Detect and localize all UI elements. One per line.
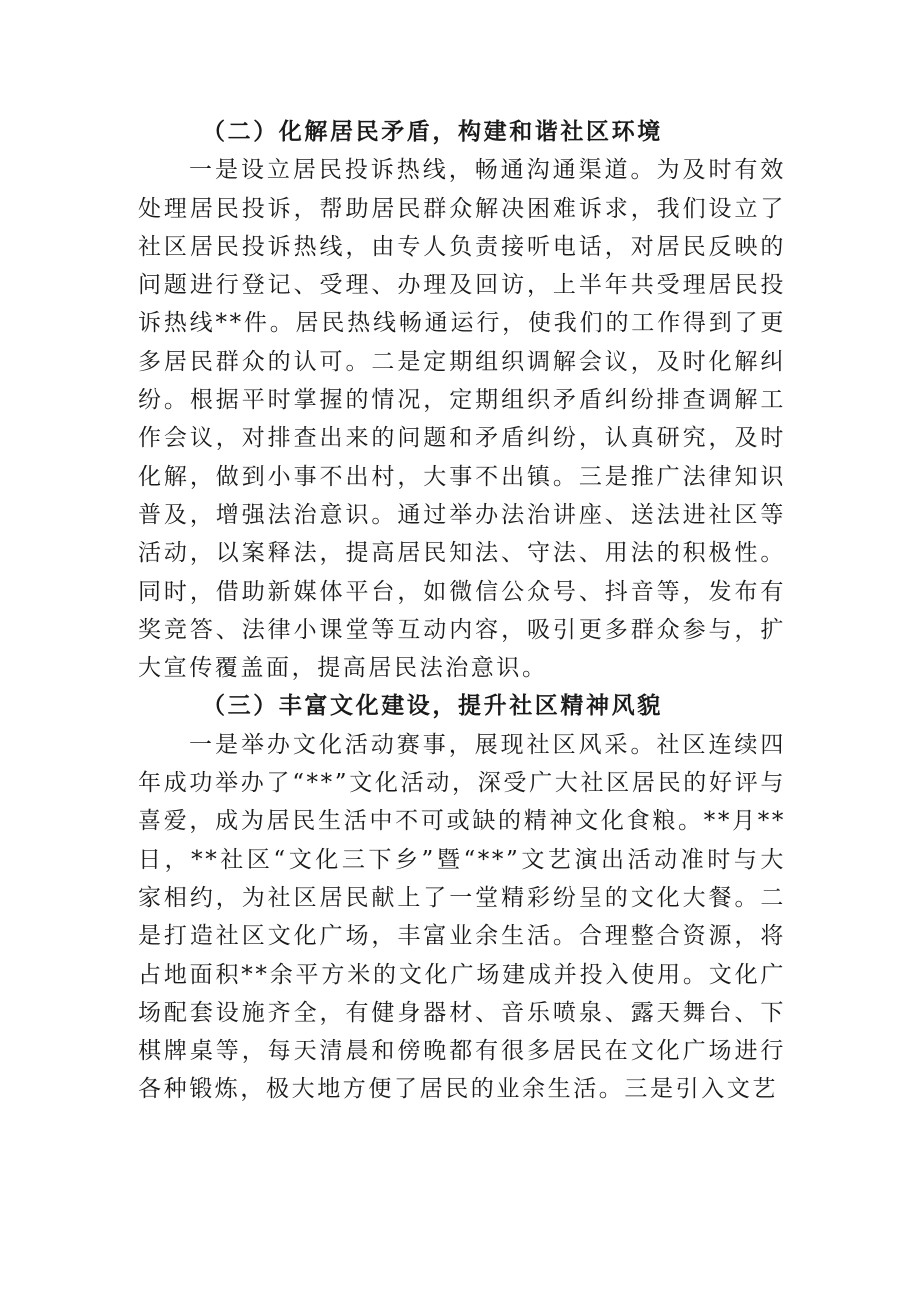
document-body [138,113,786,1109]
section-paragraph-3: 一是举办文化活动赛事，展现社区风采。社区连续四年成功举办了“**”文化活动，深受广大社区居民的好评与喜爱，成为居民生活中不可或缺的精神文化食粮。**月**日，**社区“文化三下乡”暨“**”文艺演出活动准时与大家相约，为社区居民献上了一堂精彩纷呈的文化大餐。二是打造社区文化广场，丰富业余生活。合理整合资源，将占地面积**余平方米的文化广场建成并投入使用。文化广场配套设施齐全，有健身器材、音乐喷泉、露天舞台、下棋牌桌等，每天清晨和傍晚都有很多居民在文化广场进行各种锻炼，极大地方便了居民的业余生活。三是引入文艺 [138,731,786,1103]
section-heading-2: （二）化解居民矛盾，构建和谐社区环境 [202,118,663,145]
section-paragraph-2: 一是设立居民投诉热线，畅通沟通渠道。为及时有效处理居民投诉，帮助居民群众解决困难诉求，我们设立了社区居民投诉热线，由专人负责接听电话，对居民反映的问题进行登记、受理、办理及回访，上半年共受理居民投诉热线**件。居民热线畅通运行，使我们的工作得到了更多居民群众的认可。二是定期组织调解会议，及时化解纠纷。根据平时掌握的情况，定期组织矛盾纠纷排查调解工作会议，对排查出来的问题和矛盾纠纷，认真研究，及时化解，做到小事不出村，大事不出镇。三是推广法律知识普及，增强法治意识。通过举办法治讲座、送法进社区等活动，以案释法，提高居民知法、守法、用法的积极性。同时，借助新媒体平台，如微信公众号、抖音等，发布有奖竞答、法律小课堂等互动内容，吸引更多群众参与，扩大宣传覆盖面，提高居民法治意识。 [138,157,786,682]
section-heading-3: （三）丰富文化建设，提升社区精神风貌 [202,692,663,720]
